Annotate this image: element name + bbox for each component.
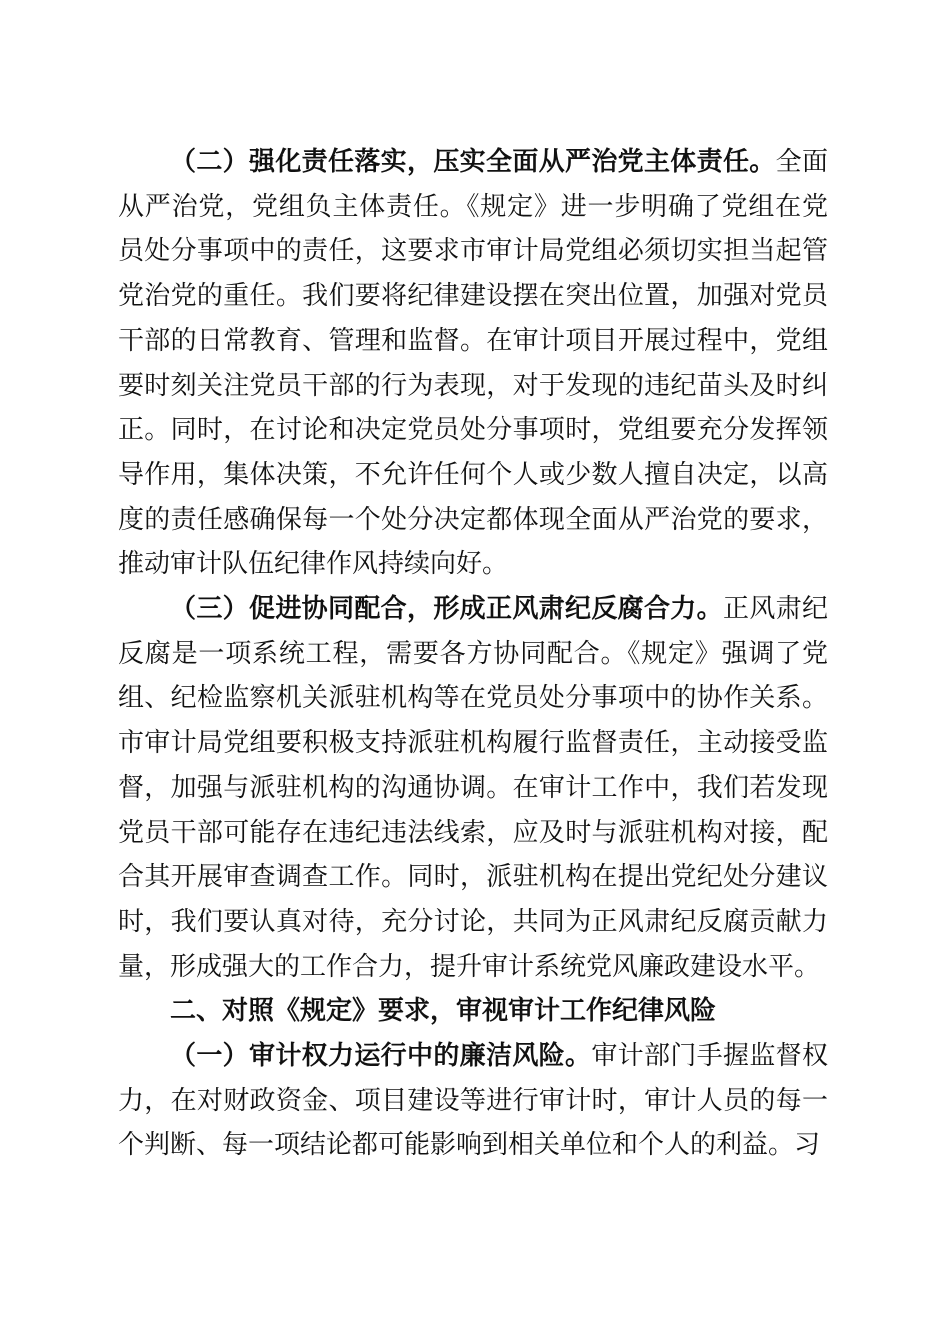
paragraph-responsibility (118, 140, 828, 587)
paragraph-lead: （一）审计权力运行中的廉洁风险。 (170, 1041, 592, 1072)
paragraph-coordination (118, 587, 828, 989)
paragraph-text: 全面从严治党，党组负主体责任。《规定》进一步明确了党组在党员处分事项中的责任，这要求市审计局党组必须切实担当起管党治党的重任。我们要将纪律建设摆在突出位置，加强对党员干部的日常教育、管理和监督。在审计项目开展过程中，党组要时刻关注党员干部的行为表现，对于发现的违纪苗头及时纠正。同时，在讨论和决定党员处分事项时，党组要充分发挥领导作用，集体决策，不允许任何个人或少数人擅自决定，以高度的责任感确保每一个处分决定都体现全面从严治党的要求，推动审计队伍纪律作风持续向好。 (118, 147, 828, 580)
section-heading: 二、对照《规定》要求，审视审计工作纪律风险 (170, 996, 717, 1027)
paragraph-lead: （三）促进协同配合，形成正风肃纪反腐合力。 (170, 594, 723, 625)
paragraph-text: 正风肃纪反腐是一项系统工程，需要各方协同配合。《规定》强调了党组、纪检监察机关派驻机构等在党员处分事项中的协作关系。市审计局党组要积极支持派驻机构履行监督责任，主动接受监督，加强与派驻机构的沟通协调。在审计工作中，我们若发现党员干部可能存在违纪违法线索，应及时与派驻机构对接，配合其开展审查调查工作。同时，派驻机构在提出党纪处分建议时，我们要认真对待，充分讨论，共同为正风肃纪反腐贡献力量，形成强大的工作合力，提升审计系统党风廉政建设水平。 (118, 594, 828, 982)
paragraph-text: 审计部门手握监督权力，在对财政资金、项目建设等进行审计时，审计人员的每一个判断、每一项结论都可能影响到相关单位和个人的利益。习 (118, 1041, 828, 1161)
paragraph-lead: （二）强化责任落实，压实全面从严治党主体责任。 (170, 147, 776, 177)
paragraph-integrity-risk (118, 1034, 828, 1168)
document-body (118, 140, 828, 1168)
